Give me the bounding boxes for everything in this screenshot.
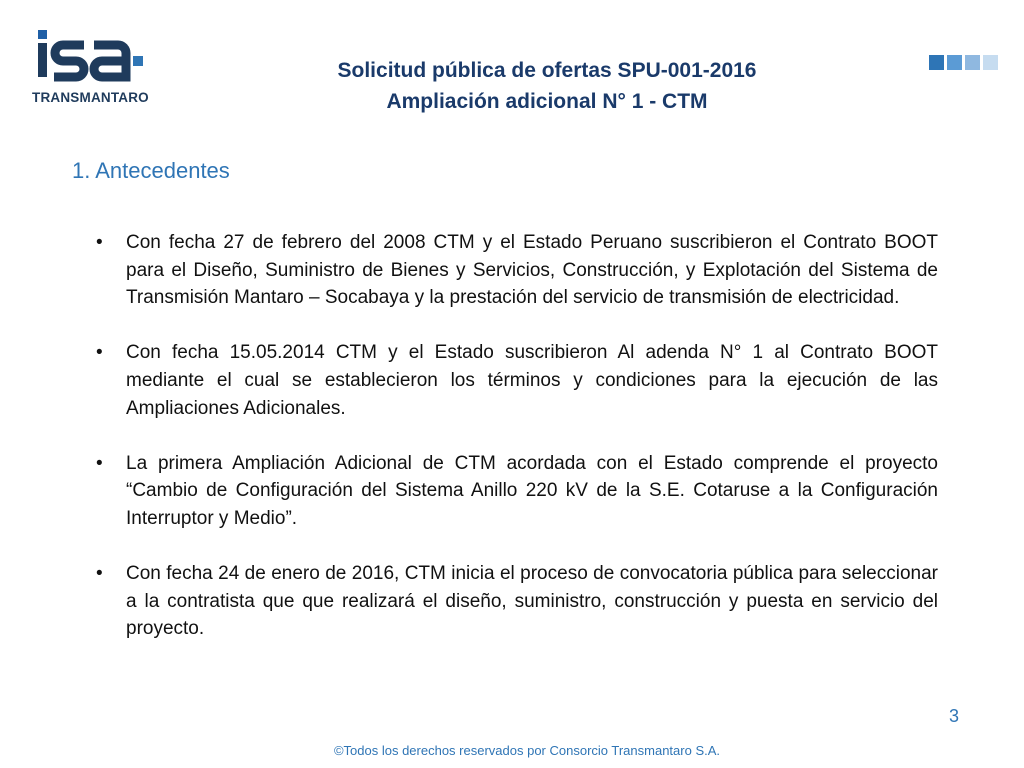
bullet-item [96,560,938,643]
page-number: 3 [949,706,960,726]
decorative-squares [929,55,998,70]
bullet-item [96,229,938,312]
slide-title [180,55,914,117]
bullet-item [96,450,938,533]
square-4 [983,55,998,70]
bullet-dot-icon: • [96,563,103,585]
bullet-dot-icon: • [96,342,103,364]
bullet-text: Con fecha 27 de febrero del 2008 CTM y el Estado Peruano suscribieron el Contrato BOOT para el Diseño, Suministro de Bienes y Servicios, Construcción, y Explotación del Sistema de Transmisión Mantaro – Socabaya y la prestación del servicio de transmisión de electricidad. [126,232,938,309]
bullet-dot-icon: • [96,452,103,474]
bullet-text: Con fecha 24 de enero de 2016, CTM inicia el proceso de convocatoria pública para seleccionar a la contratista que que realizará el diseño, suministro, construcción y puesta en servicio del proyecto. [126,563,938,640]
bullet-text: La primera Ampliación Adicional de CTM acordada con el Estado comprende el proyecto “Cambio de Configuración del Sistema Anillo 220 kV de la S.E. Cotaruse a la Configuración Interruptor y Medio”. [126,452,938,529]
square-3 [965,55,980,70]
square-1 [929,55,944,70]
company-logo [32,26,166,112]
logo-subtitle: TRANSMANTARO [32,90,149,105]
bullet-dot-icon: • [96,232,103,253]
title-line-1: Solicitud pública de ofertas SPU-001-2016 [337,59,757,82]
section-heading: 1. Antecedentes [72,158,230,183]
bullet-list [96,229,938,671]
bullet-item [96,339,938,422]
isa-logo-icon [32,26,166,84]
square-2 [947,55,962,70]
footer-copyright: ©Todos los derechos reservados por Consorcio Transmantaro S.A. [333,743,721,758]
title-line-2: Ampliación adicional N° 1 - CTM [386,90,708,113]
bullet-text: Con fecha 15.05.2014 CTM y el Estado suscribieron Al adenda N° 1 al Contrato BOOT mediante el cual se establecieron los términos y condiciones para la ejecución de las Ampliaciones Adicionales. [126,342,938,419]
